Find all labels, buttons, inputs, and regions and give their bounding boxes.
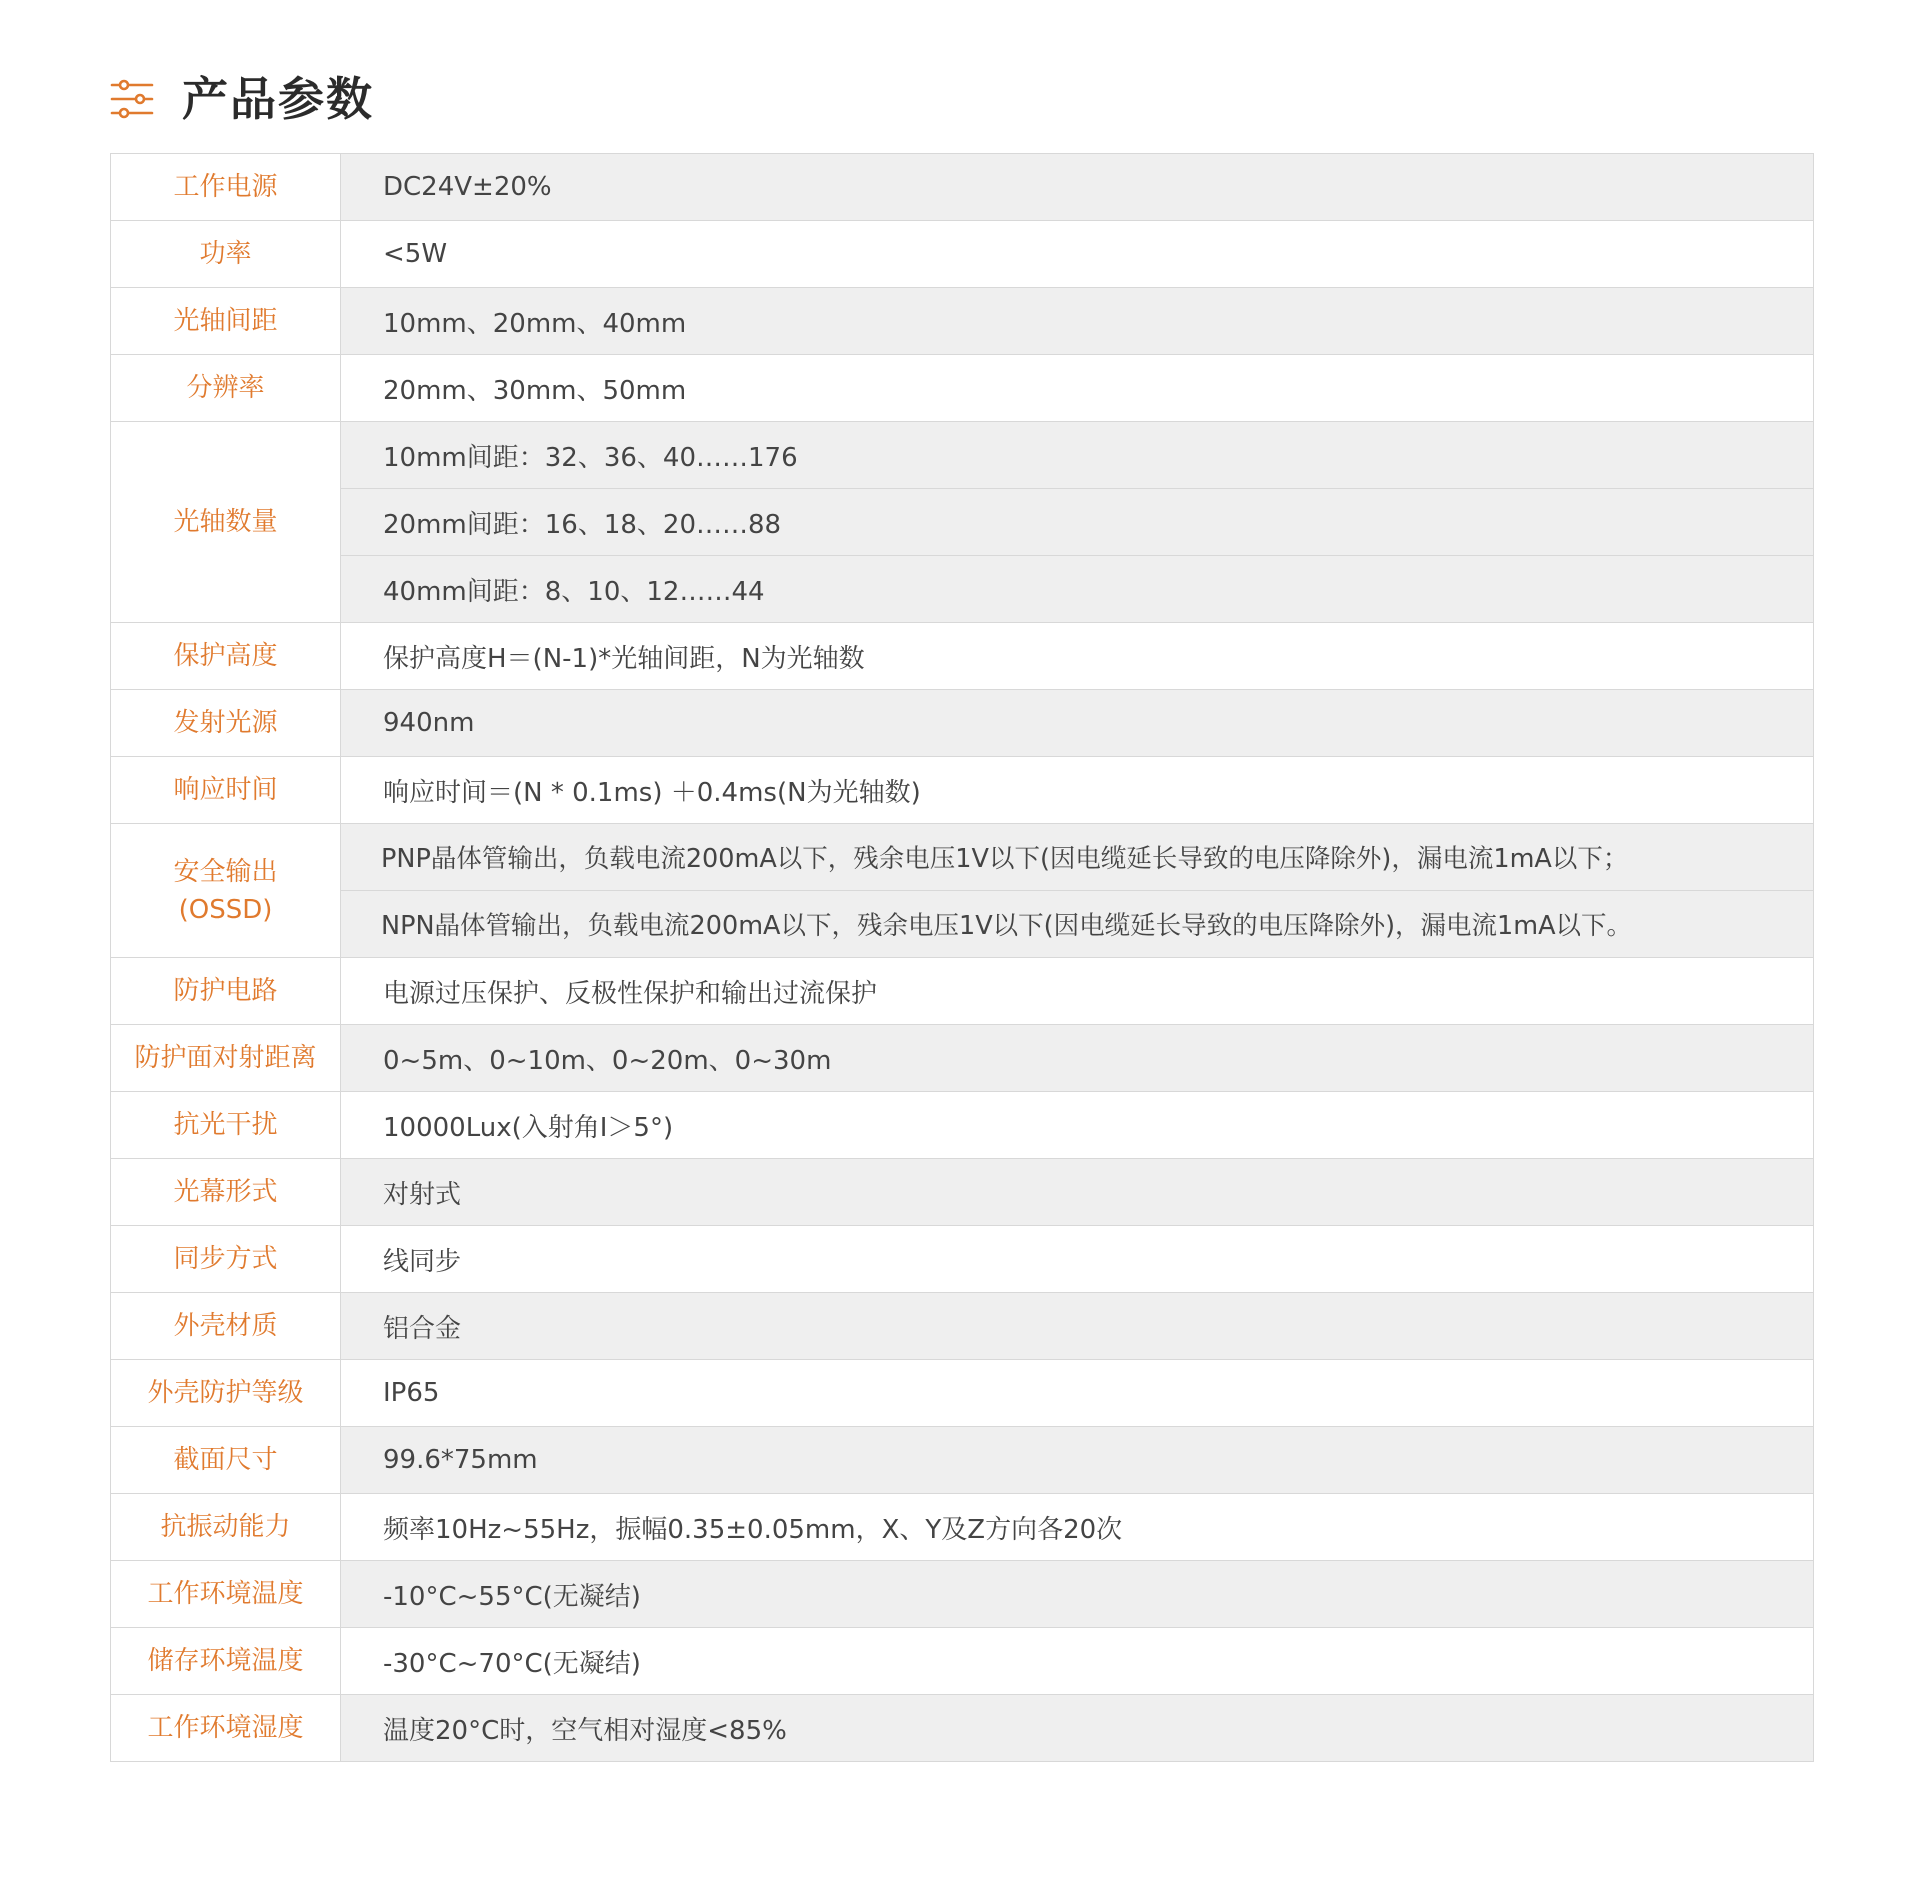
spec-value: 对射式 bbox=[341, 1159, 1814, 1226]
spec-label: 光轴数量 bbox=[111, 422, 341, 623]
spec-label: 外壳防护等级 bbox=[111, 1360, 341, 1427]
table-row bbox=[111, 757, 1814, 824]
table-row bbox=[111, 1025, 1814, 1092]
spec-value: 40mm间距：8、10、12……44 bbox=[341, 556, 1814, 623]
table-row bbox=[111, 288, 1814, 355]
spec-label: 响应时间 bbox=[111, 757, 341, 824]
spec-table bbox=[110, 153, 1814, 1762]
spec-value: 温度20°C时，空气相对湿度<85% bbox=[341, 1695, 1814, 1762]
spec-label: 防护电路 bbox=[111, 958, 341, 1025]
spec-label: 截面尺寸 bbox=[111, 1427, 341, 1494]
spec-label: 分辨率 bbox=[111, 355, 341, 422]
spec-value: 线同步 bbox=[341, 1226, 1814, 1293]
table-row bbox=[111, 1226, 1814, 1293]
spec-label: 抗振动能力 bbox=[111, 1494, 341, 1561]
spec-value: 频率10Hz~55Hz，振幅0.35±0.05mm，X、Y及Z方向各20次 bbox=[341, 1494, 1814, 1561]
table-row bbox=[111, 623, 1814, 690]
spec-value: IP65 bbox=[341, 1360, 1814, 1427]
spec-value: 10000Lux(入射角I＞5°) bbox=[341, 1092, 1814, 1159]
spec-label: 工作电源 bbox=[111, 154, 341, 221]
spec-value: 电源过压保护、反极性保护和输出过流保护 bbox=[341, 958, 1814, 1025]
table-row bbox=[111, 1360, 1814, 1427]
table-row bbox=[111, 1494, 1814, 1561]
table-row bbox=[111, 1092, 1814, 1159]
spec-label-line: 安全输出 bbox=[173, 856, 278, 887]
spec-value: -10°C~55°C(无凝结) bbox=[341, 1561, 1814, 1628]
spec-value: -30°C~70°C(无凝结) bbox=[341, 1628, 1814, 1695]
spec-value: <5W bbox=[341, 221, 1814, 288]
table-row bbox=[111, 958, 1814, 1025]
spec-value: DC24V±20% bbox=[341, 154, 1814, 221]
spec-value: 保护高度H＝(N-1)*光轴间距，N为光轴数 bbox=[341, 623, 1814, 690]
table-row bbox=[111, 1159, 1814, 1226]
spec-value: PNP晶体管输出，负载电流200mA以下，残余电压1V以下(因电缆延长导致的电压降除外)，漏电流1mA以下； bbox=[341, 824, 1814, 891]
spec-label: 工作环境湿度 bbox=[111, 1695, 341, 1762]
spec-label: 同步方式 bbox=[111, 1226, 341, 1293]
spec-label: 外壳材质 bbox=[111, 1293, 341, 1360]
spec-label: 防护面对射距离 bbox=[111, 1025, 341, 1092]
spec-label: 功率 bbox=[111, 221, 341, 288]
table-row bbox=[111, 422, 1814, 489]
spec-label: 光幕形式 bbox=[111, 1159, 341, 1226]
spec-label: 发射光源 bbox=[111, 690, 341, 757]
spec-label: 保护高度 bbox=[111, 623, 341, 690]
section-header bbox=[110, 62, 374, 136]
spec-label: 光轴间距 bbox=[111, 288, 341, 355]
table-row bbox=[111, 1561, 1814, 1628]
spec-value: 99.6*75mm bbox=[341, 1427, 1814, 1494]
spec-label: 抗光干扰 bbox=[111, 1092, 341, 1159]
spec-value: NPN晶体管输出，负载电流200mA以下，残余电压1V以下(因电缆延长导致的电压降除外)，漏电流1mA以下。 bbox=[341, 891, 1814, 958]
spec-value: 铝合金 bbox=[341, 1293, 1814, 1360]
spec-label-line: (OSSD) bbox=[178, 894, 273, 925]
spec-value: 20mm、30mm、50mm bbox=[341, 355, 1814, 422]
table-row bbox=[111, 489, 1814, 556]
table-row bbox=[111, 355, 1814, 422]
table-row bbox=[111, 1628, 1814, 1695]
spec-value: 响应时间＝(N * 0.1ms) ＋0.4ms(N为光轴数) bbox=[341, 757, 1814, 824]
table-row bbox=[111, 1695, 1814, 1762]
spec-label: 工作环境温度 bbox=[111, 1561, 341, 1628]
table-row bbox=[111, 221, 1814, 288]
spec-label: 储存环境温度 bbox=[111, 1628, 341, 1695]
spec-value: 10mm、20mm、40mm bbox=[341, 288, 1814, 355]
spec-value: 20mm间距：16、18、20……88 bbox=[341, 489, 1814, 556]
spec-value: 10mm间距：32、36、40……176 bbox=[341, 422, 1814, 489]
table-row bbox=[111, 1293, 1814, 1360]
sliders-icon bbox=[110, 79, 154, 119]
table-row bbox=[111, 824, 1814, 891]
table-row bbox=[111, 690, 1814, 757]
table-row bbox=[111, 556, 1814, 623]
spec-label bbox=[111, 824, 341, 958]
spec-value: 0~5m、0~10m、0~20m、0~30m bbox=[341, 1025, 1814, 1092]
spec-value: 940nm bbox=[341, 690, 1814, 757]
table-row bbox=[111, 891, 1814, 958]
page-title: 产品参数 bbox=[182, 72, 374, 126]
table-row bbox=[111, 1427, 1814, 1494]
table-row bbox=[111, 154, 1814, 221]
